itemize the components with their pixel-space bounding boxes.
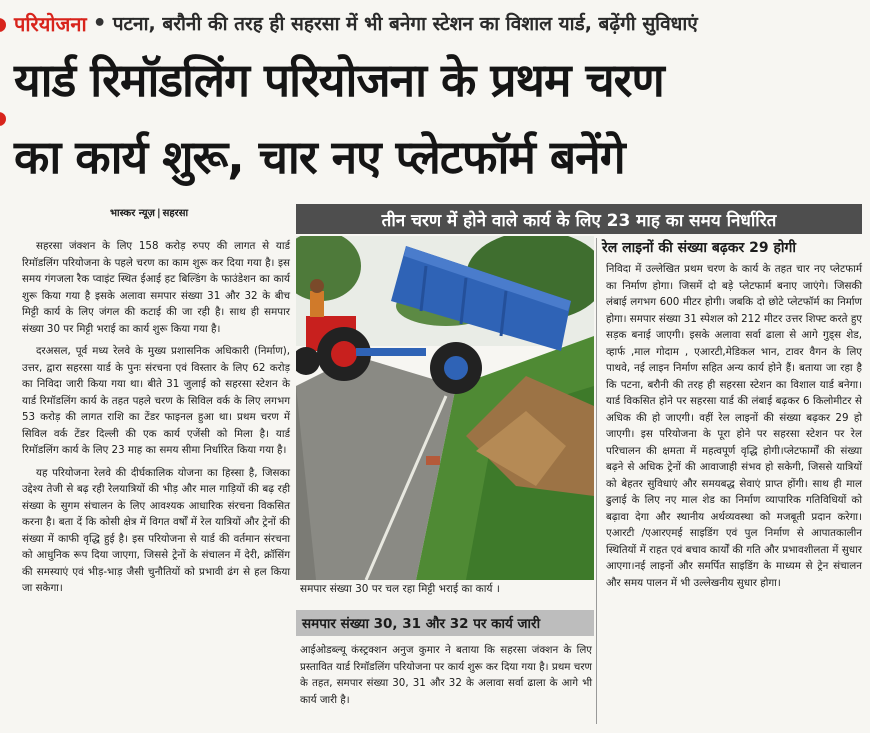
photo-illustration [296, 236, 594, 580]
kicker-text: पटना, बरौनी की तरह ही सहरसा में भी बनेगा स्टेशन का विशाल यार्ड, बढ़ेंगी सुविधाएं [112, 13, 698, 35]
section-tag: परियोजना [14, 11, 87, 36]
kicker-bullet: • [92, 10, 107, 36]
column-divider [596, 238, 597, 724]
edge-marker-mid [0, 112, 6, 126]
left-paragraph-2: दरअसल, पूर्व मध्य रेलवे के मुख्य प्रशासनिक अधिकारी (निर्माण), उत्तर, द्वारा सहरसा यार्ड के पुनः संरचना एवं विस्तार के लिए 62 करोड़ का निविदा जारी किया गया था। बीते 31 जुलाई को सहरसा स्टेशन के यार्ड रिमॉडलिंग कार्य के तहत पहले चरण के सिविल वर्क के लिए लगभग 53 करोड़ की लागत राशि का टेंडर फाइनल हुआ था। प्रथम चरण में सिविल वर्क टेंडर दिल्ली की एक कार्य एजेंसी को मिला है। यार्ड रिमॉडलिंग कार्य के लिए 23 माह का समय सीमा निर्धारित किया गया है। [22, 345, 290, 456]
edge-marker-top [0, 18, 6, 32]
headline-line-2: का कार्य शुरू, चार नए प्लेटफॉर्म बनेंगे [14, 130, 625, 184]
byline-place: सहरसा [162, 208, 189, 219]
photo-caption: समपार संख्या 30 पर चल रहा मिट्टी भराई का कार्य । [300, 583, 500, 595]
section-banner: तीन चरण में होने वाले कार्य के लिए 23 माह का समय निर्धारित [296, 204, 862, 234]
kicker-row [14, 6, 864, 40]
mid-subheading: समपार संख्या 30, 31 और 32 पर कार्य जारी [296, 610, 594, 636]
headline-line-1: यार्ड रिमॉडलिंग परियोजना के प्रथम चरण [14, 53, 664, 107]
news-photo [296, 236, 594, 580]
right-heading: रेल लाइनों की संख्या बढ़कर 29 होगी [602, 240, 797, 256]
byline-separator: | [156, 208, 161, 219]
right-column [606, 261, 862, 591]
left-column [22, 238, 290, 603]
mid-paragraph: आईओडब्ल्यू कंस्ट्रक्शन अनुज कुमार ने बताया कि सहरसा जंक्शन के लिए प्रस्तावित यार्ड रिमॉडलिंग परियोजना पर कार्य शुरू कर दिया गया है। प्रथम चरण के तहत, समपार संख्या 30, 31 और 32 के अलावा सर्वा ढाला के आगे भी कार्य जारी है। [300, 644, 592, 706]
photo-driver [310, 291, 324, 317]
left-paragraph-1: सहरसा जंक्शन के लिए 158 करोड़ रुपए की लागत से यार्ड रिमॉडलिंग परियोजना के पहले चरण का काम शुरू कर दिया गया है। इस समय गंगजला रैक प्वाइंट स्थित ईआई हट बिल्डिंग के फाउंडेशन का कार्य शुरू किया गया है इसके अलावा समपार संख्या 31 और 32 के बीच मिट्टी कार्य के लिए जंगल की कटाई की जा रही है। साथ ही समपार संख्या 30 पर मिट्टी भराई का कार्य शुरू किया गया है। [22, 240, 290, 335]
byline [110, 205, 188, 219]
right-paragraph: निविदा में उल्लेखित प्रथम चरण के कार्य के तहत चार नए प्लेटफार्म का निर्माण होगा। जिसमें दो बड़े प्लेटफार्म बनाए जाएंगे। जिसकी लंबाई लगभग 600 मीटर होगी। जबकि दो छोटे प्लेटफॉर्म का निर्माण होगा। समपार संख्या 31 स्पेशल को 212 मीटर उत्तर शिफ्ट करते हुए सड़क बनाई जाएगी। इसके अलावा सर्वा ढाला से आगे गुड्स शेड, व्हार्फ ,माल गोदाम , एआरटी,मेडिकल भान, टावर वैगन के लिए पाथवे, नई लाइन निर्माण सहित अन्य कार्य होने हैं। बताया जा रहा है कि पटना, बरौनी की तरह ही सहरसा स्टेशन का विशाल यार्ड बनेगा। यार्ड विकसित होने पर सहरसा यार्ड की लंबाई बढ़कर 6 किलोमीटर से अधिक की हो जाएगी। वहीं रेल लाइनों की संख्या बढ़कर 29 हो जाएगी। इस परियोजना के पूरा होने पर सहरसा स्टेशन पर रेल परिचालन की क्षमता में महत्वपूर्ण वृद्धि होगी।प्लेटफार्मों की संख्या बढ़ने से अधिक ट्रेनों की आवाजाही संभव हो सकेगी, जिससे यात्रियों को बेहतर सुविधाएं और समयबद्ध सेवाएं प्राप्त होंगी। साथ ही माल ढुलाई के लिए नए माल शेड का निर्माण व्यापारिक गतिविधियों को बढ़ावा देगा और स्थानीय अर्थव्यवस्था को मजबूती प्रदान करेगा। एआरटी /एआरएमई साइडिंग एवं पुल निर्माण से आपातकालीन स्थितियों में राहत एवं बचाव कार्यों की गति और प्रभावशीलता में सुधार आएगा।नई लाइनों और समर्पित साइडिंग के माध्यम से ट्रेन संचालन और समय पालन में भी उल्लेखनीय सुधार होगा। [606, 263, 862, 589]
mid-column-text [300, 642, 592, 708]
byline-agency: भास्कर न्यूज़ [110, 208, 155, 219]
left-paragraph-3: यह परियोजना रेलवे की दीर्घकालिक योजना का हिस्सा है, जिसका उद्देश्य तेजी से बढ़ रही रेलयात्रियों की भीड़ और माल गाड़ियों की बढ़ रही संख्या के सुगम संचालन के लिए आवश्यक आधारिक संरचना विकसित करना है। बता दें कि कोसी क्षेत्र में विगत वर्षों में रेल यात्रियों और ट्रेनों की संख्या में काफी वृद्धि हुई है। इस परियोजना से यार्ड की वर्तमान संरचना को आधुनिक रूप दिया जाएगा, जिससे ट्रेनों के संचालन में देरी, क्रॉसिंग की समस्याएं एवं भीड़-भाड़ जैसी चुनौतियों को प्रभावी ढंग से हल किया जा सकेगा। [22, 466, 290, 594]
